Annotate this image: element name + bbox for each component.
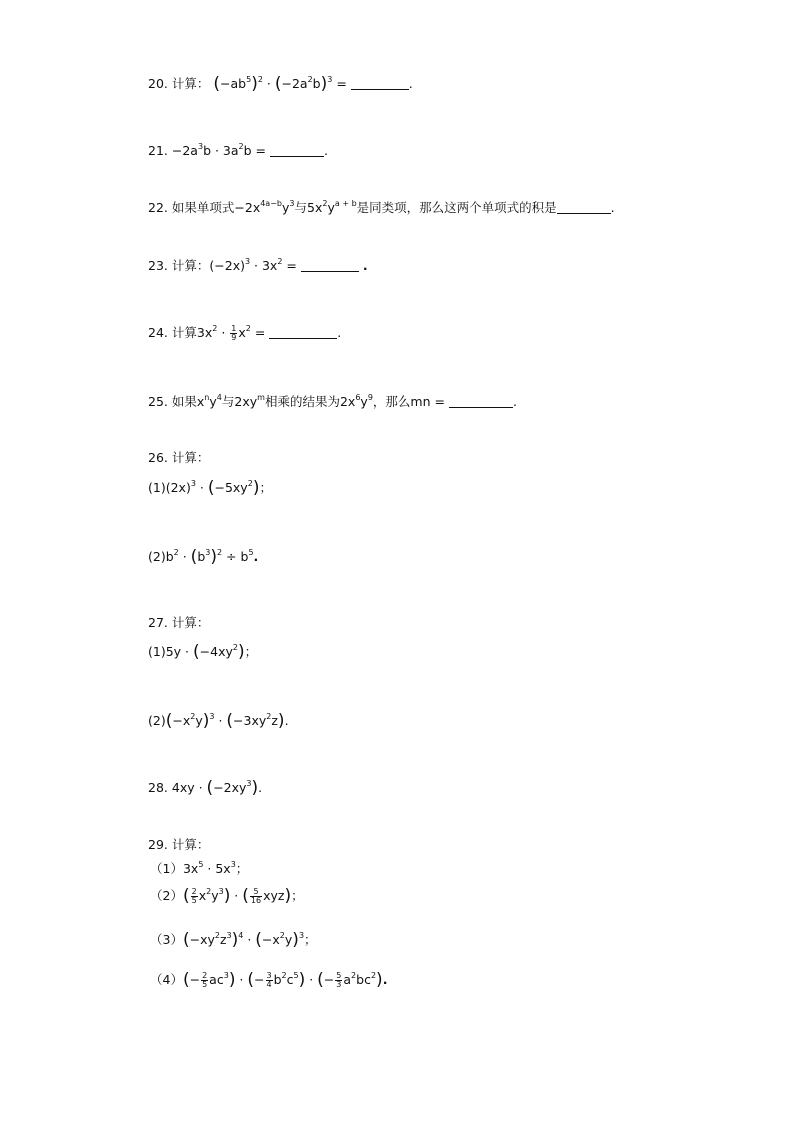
expression: $(-ab^5)^2 \cdot (-2a^2b)^3$ =: [213, 74, 351, 94]
problem-22: 22. 如果单项式$-2x^{4a-b}y^3$与$5x^2y^{a + b}$是同类项，那么这两个单项式的积是 .: [148, 199, 615, 215]
part-label: （2）: [150, 888, 183, 903]
part-label: （3）: [150, 932, 183, 947]
expression: $b^2 \cdot (b^3)^2 \div b^5$.: [165, 547, 259, 567]
expression: $3x^5 \cdot 5x^3$；: [182, 860, 249, 876]
expression: $(2x)^3 \cdot (-5xy^2)$；: [165, 478, 272, 498]
problem-prefix: 计算: [171, 325, 197, 340]
problem-28: [148, 779, 262, 797]
problem-prefix: 计算：: [171, 258, 210, 273]
problem-26-part-2: [148, 548, 258, 566]
answer-blank[interactable]: [557, 201, 611, 214]
answer-blank[interactable]: [269, 326, 337, 339]
problem-number: 23.: [148, 258, 168, 273]
problem-27-part-1: [148, 643, 257, 661]
problem-text: 相乘的结果为: [264, 394, 340, 409]
problem-number: 24.: [148, 325, 168, 340]
fraction: $\frac{1}{9}$: [231, 324, 237, 342]
part-label: (1): [148, 480, 166, 495]
answer-blank[interactable]: [351, 77, 409, 90]
problem-text: 是同类项，那么这两个单项式的积是: [356, 200, 557, 215]
expression: $-2x^{4a-b}y^3$: [234, 199, 295, 215]
expression: $(-x^2y)^3 \cdot (-3xy^2z)$.: [165, 711, 289, 731]
expression: ( $\frac{2}{5}$ $x^2y^3$) · ( $\frac{5}{16}$ xyz)；: [182, 886, 304, 906]
part-label: (2): [148, 713, 166, 728]
fraction: $\frac{2}{5}$: [191, 887, 197, 905]
part-label: (1): [148, 644, 166, 659]
part-label: （4）: [150, 972, 183, 987]
problem-text: 如果: [171, 394, 197, 409]
fraction: $\frac{2}{5}$: [202, 971, 208, 989]
fraction: $\frac{3}{4}$: [266, 971, 272, 989]
problem-number: 28.: [148, 780, 168, 795]
problem-21: 21. $-2a^3b \cdot 3a^2b$ = .: [148, 142, 328, 158]
problem-text: ，那么mn =: [372, 394, 445, 409]
answer-blank[interactable]: [301, 259, 359, 272]
problem-number: 22.: [148, 200, 168, 215]
problem-20: 20. 计算： $(-ab^5)^2 \cdot (-2a^2b)^3$ = .: [148, 74, 413, 94]
answer-blank[interactable]: [449, 395, 513, 408]
expression: $5x^2y^{a + b}$: [307, 199, 357, 215]
fraction: $\frac{5}{16}$: [250, 887, 262, 905]
problem-26-title: 26. 计算：: [148, 450, 210, 465]
expression: $5y \cdot (-4xy^2)$；: [165, 642, 258, 662]
problem-text: 与: [294, 200, 308, 215]
problem-23: 23. 计算：$(-2x)^3 \cdot 3x^2$ = .: [148, 257, 368, 273]
problem-29-part-2: [150, 887, 304, 905]
expression: $3x^2$ · $\frac{1}{9}$ $x^2$ =: [196, 324, 270, 342]
problem-29-title: 29. 计算：: [148, 837, 210, 852]
expression: $-2a^3b \cdot 3a^2b$ =: [171, 142, 270, 158]
problem-text: 如果单项式: [171, 200, 235, 215]
problem-29-part-4: [150, 971, 387, 989]
part-label: （1）: [150, 861, 183, 876]
problem-26-part-1: [148, 479, 272, 497]
part-label: (2): [148, 549, 166, 564]
problem-number: 25.: [148, 394, 168, 409]
problem-25: 25. 如果$x^ny^4$与$2xy^m$相乘的结果为$2x^6y^9$，那么mn = .: [148, 393, 517, 409]
expression: $(-2x)^3 \cdot 3x^2$ =: [209, 257, 301, 273]
answer-blank[interactable]: [270, 144, 324, 157]
problem-number: 20.: [148, 76, 168, 91]
problem-29-part-3: [150, 931, 317, 949]
expression: $2xy^m$: [234, 393, 265, 409]
fraction: $\frac{5}{3}$: [336, 971, 342, 989]
problem-number: 21.: [148, 143, 168, 158]
expression: $x^ny^4$: [196, 393, 222, 409]
expression: (− $\frac{2}{5}$ $ac^3$) · (− $\frac{3}{4}$ $b^2c^5$) · (− $\frac{5}{3}$ $a^2bc^2$).: [182, 970, 388, 990]
expression: $(-xy^2z^3)^4 \cdot (-x^2y)^3$；: [182, 930, 317, 950]
problem-27-part-2: [148, 712, 289, 730]
problem-27-title: 27. 计算：: [148, 615, 210, 630]
problem-prefix: 计算：: [171, 76, 210, 91]
expression: $2x^6y^9$: [339, 393, 373, 409]
problem-29-part-1: [150, 860, 248, 878]
expression: $4xy \cdot (-2xy^3)$.: [171, 778, 263, 798]
problem-24: 24. 计算$3x^2$ · $\frac{1}{9}$ $x^2$ = .: [148, 324, 342, 342]
problem-text: 与: [221, 394, 235, 409]
